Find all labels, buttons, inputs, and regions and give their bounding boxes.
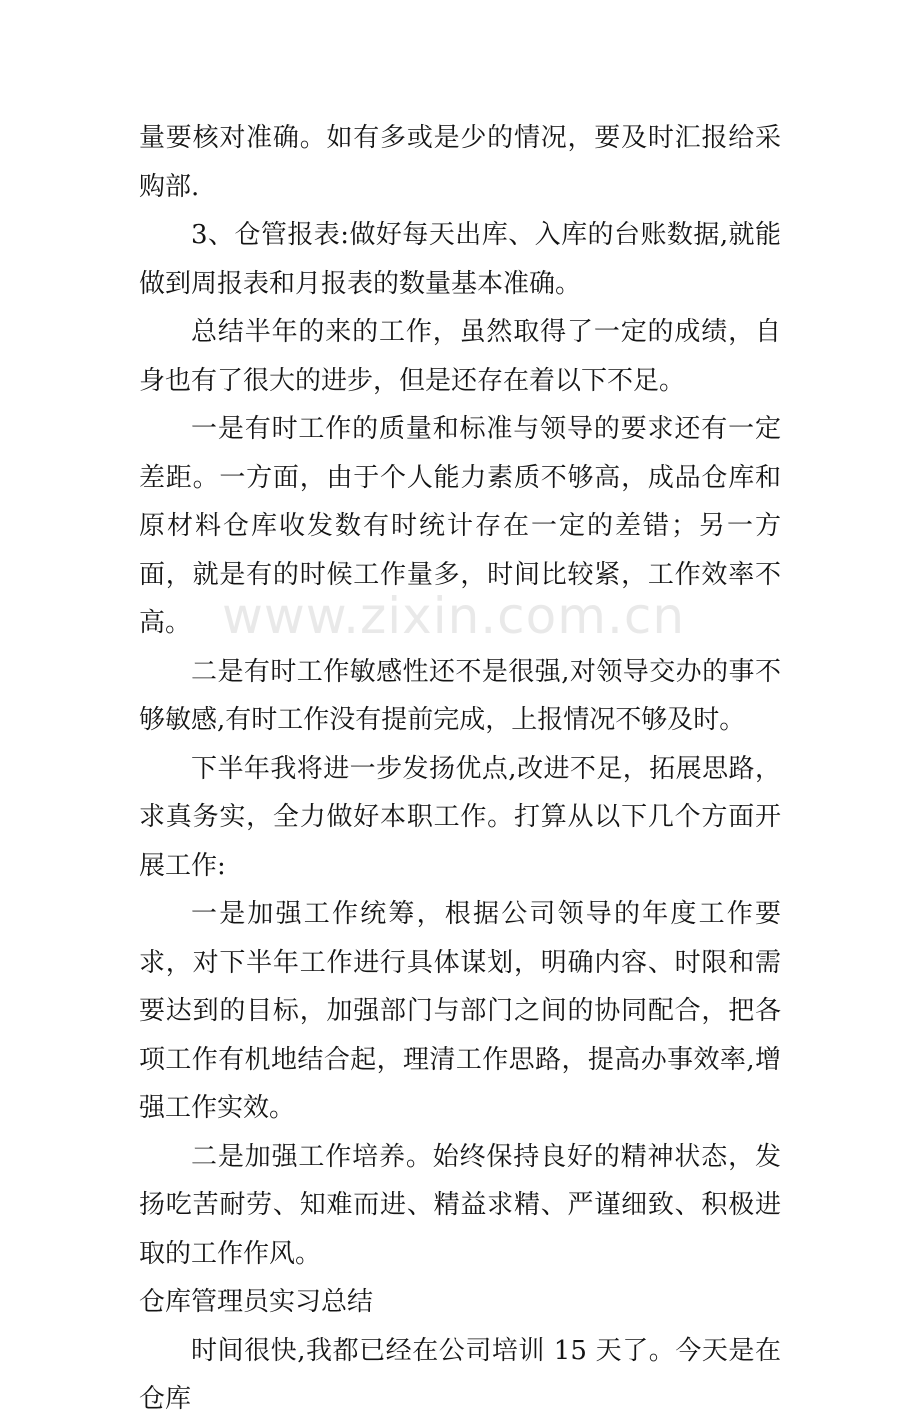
paragraph-1: 量要核对准确。如有多或是少的情况，要及时汇报给采购部. [139, 123, 781, 202]
document-body [139, 114, 781, 1424]
paragraph-9: 时间很快,我都已经在公司培训 15 天了。今天是在仓库 [139, 1335, 781, 1414]
paragraph-5: 二是有时工作敏感性还不是很强,对领导交办的事不够敏感,有时工作没有提前完成，上报情况不够及时。 [139, 656, 781, 735]
section-heading: 仓库管理员实习总结 [139, 1287, 374, 1317]
watermark-text: www.zixin.com.cn [222, 587, 686, 645]
paragraph-4: 一是有时工作的质量和标准与领导的要求还有一定差距。一方面，由于个人能力素质不够高，成品仓库和原材料仓库收发数有时统计存在一定的差错；另一方面，就是有的时候工作量多，时间比较紧，工作效率不高。 [139, 414, 781, 638]
paragraph-2: 3、仓管报表:做好每天出库、入库的台账数据,就能做到周报表和月报表的数量基本准确。 [139, 220, 781, 299]
paragraph-6: 下半年我将进一步发扬优点,改进不足，拓展思路，求真务实，全力做好本职工作。打算从以下几个方面开展工作: [139, 753, 781, 881]
paragraph-8: 二是加强工作培养。始终保持良好的精神状态，发扬吃苦耐劳、知难而进、精益求精、严谨细致、积极进取的工作作风。 [139, 1141, 781, 1269]
paragraph-7: 一是加强工作统筹，根据公司领导的年度工作要求，对下半年工作进行具体谋划，明确内容、时限和需要达到的目标，加强部门与部门之间的协同配合，把各项工作有机地结合起，理清工作思路，提高办事效率,增强工作实效。 [139, 899, 781, 1123]
paragraph-3: 总结半年的来的工作，虽然取得了一定的成绩，自身也有了很大的进步，但是还存在着以下不足。 [139, 317, 781, 396]
